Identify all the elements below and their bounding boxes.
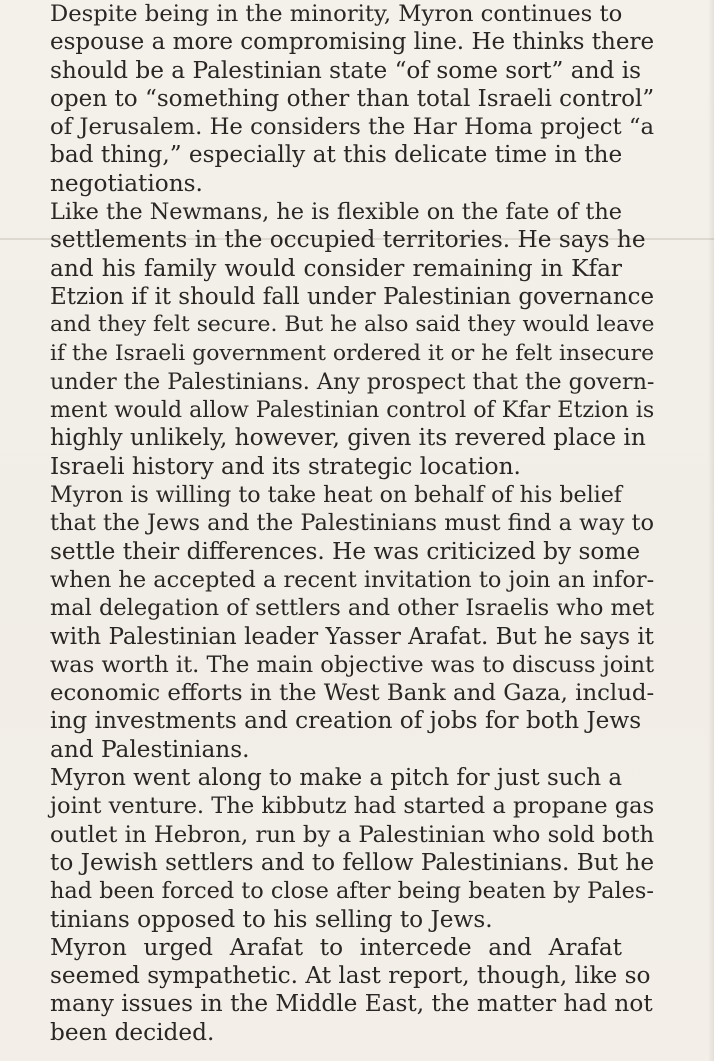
text-line: when he accepted a recent invitation to join an infor-: [50, 566, 655, 593]
text-line: joint venture. The kibbutz had started a propane gas: [50, 793, 655, 820]
text-line: highly unlikely, however, given its revered place in: [50, 424, 646, 452]
text-line: Etzion if it should fall under Palestinian governance: [50, 283, 655, 310]
text-line: bad thing,” especially at this delicate time in the: [50, 141, 623, 169]
text-line: been decided.: [50, 1018, 215, 1046]
text-line: open to “something other than total Israeli control”: [50, 85, 655, 112]
text-line: ing investments and creation of jobs for both Jews: [50, 707, 642, 735]
paragraph-4: [18, 764, 655, 934]
text-line: had been forced to close after being beaten by Pales-: [50, 878, 654, 905]
text-line: Myron is willing to take heat on behalf of his belief: [50, 482, 622, 509]
text-line: settle their differences. He was criticized by some: [50, 537, 641, 565]
text-line: and they felt secure. But he also said they would leave: [50, 312, 655, 338]
text-line: seemed sympathetic. At last report, though, like so: [50, 962, 651, 990]
text-line: many issues in the Middle East, the matter had not: [50, 990, 653, 1018]
paragraph-1: [18, 0, 655, 198]
text-line: Myron went along to make a pitch for just such a: [50, 765, 623, 792]
text-line: settlements in the occupied territories. He says he: [50, 226, 646, 254]
text-line: espouse a more compromising line. He thinks there: [50, 29, 655, 56]
text-line: should be a Palestinian state “of some sort” and is: [50, 56, 642, 84]
text-line: of Jerusalem. He considers the Har Homa project “a: [50, 114, 655, 141]
text-line: Israeli history and its strategic location.: [50, 452, 521, 480]
text-line: Despite being in the minority, Myron continues to: [50, 1, 623, 27]
text-line: negotiations.: [50, 169, 203, 197]
text-line: Like the Newmans, he is flexible on the fate of the: [50, 199, 622, 226]
text-line: outlet in Hebron, run by a Palestinian who sold both: [50, 821, 655, 848]
text-line: economic efforts in the West Bank and Gaza, includ-: [50, 680, 655, 707]
text-line: if the Israeli government ordered it or he felt insecure: [50, 340, 655, 366]
paragraph-2: [18, 198, 655, 481]
text-line: tinians opposed to his selling to Jews.: [50, 905, 493, 933]
text-line: ment would allow Palestinian control of Kfar Etzion is: [50, 397, 655, 424]
text-line: mal delegation of settlers and other Israelis who met: [50, 595, 655, 622]
text-line: and Palestinians.: [50, 735, 250, 763]
text-line: Myron urged Arafat to intercede and Arafat: [50, 933, 622, 961]
text-line: was worth it. The main objective was to discuss joint: [50, 651, 655, 678]
paragraph-3: [18, 481, 655, 764]
text-line: and his family would consider remaining in Kfar: [50, 254, 622, 282]
text-line: to Jewish settlers and to fellow Palestinians. But he: [50, 848, 655, 876]
text-line: with Palestinian leader Yasser Arafat. But he says it: [50, 623, 654, 650]
article-column: [18, 0, 655, 1047]
text-line: under the Palestinians. Any prospect that the govern-: [50, 368, 655, 395]
text-line: that the Jews and the Palestinians must find a way to: [50, 510, 655, 537]
paragraph-5: [18, 933, 653, 1047]
paper-edge-shadow: [708, 0, 714, 1061]
